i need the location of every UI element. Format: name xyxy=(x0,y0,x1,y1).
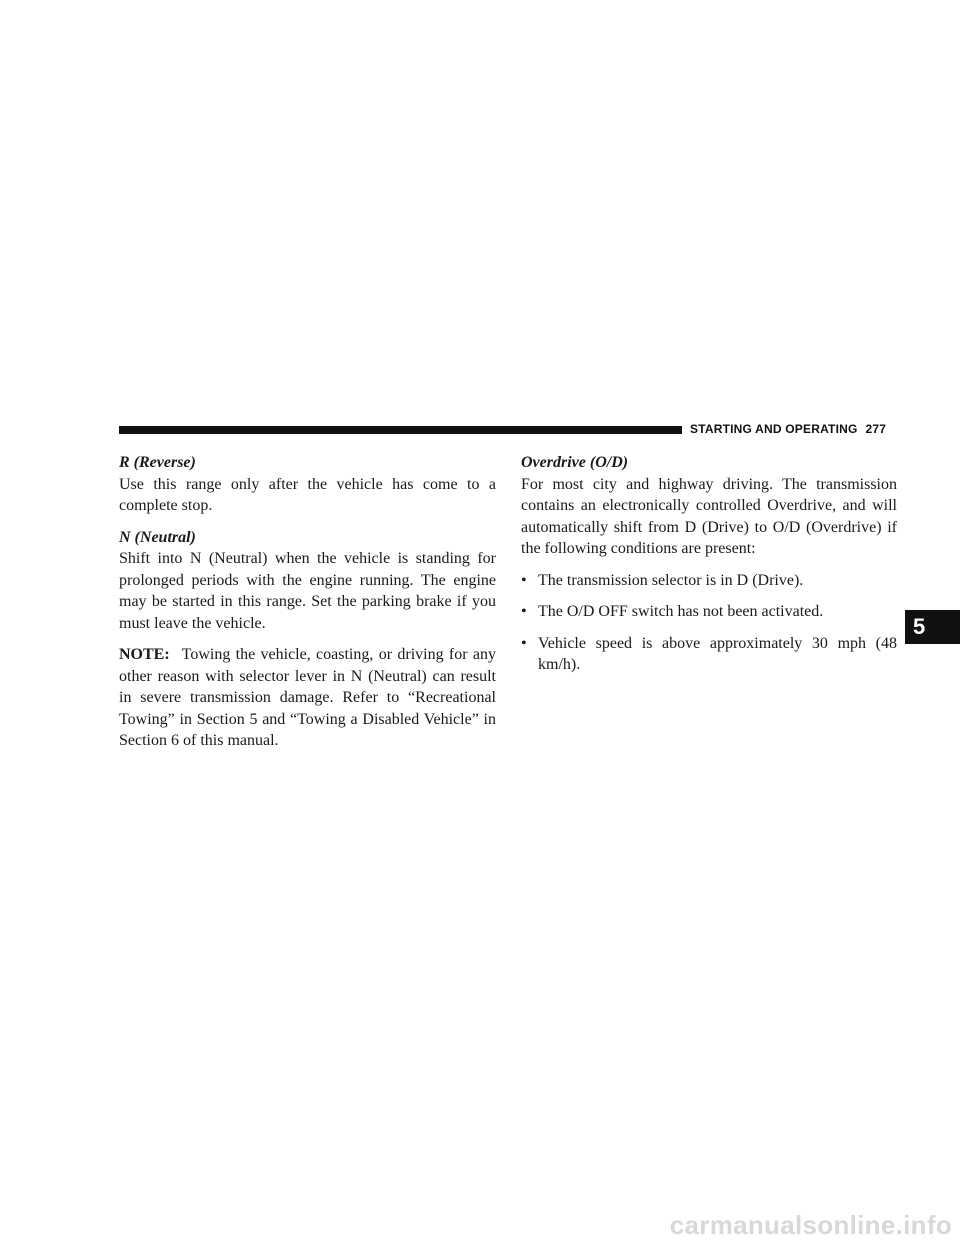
conditions-list xyxy=(521,570,897,676)
neutral-heading: N (Neutral) xyxy=(119,528,196,546)
note-label: NOTE: xyxy=(119,646,170,663)
list-item-text: The O/D OFF switch has not been activated. xyxy=(538,603,824,620)
list-item xyxy=(521,570,897,592)
note-text: Towing the vehicle, coasting, or driving for any other reason with selector lever in N (Neutral) can result in severe transmission damage. Refer to “Recreational Towing” in Section 5 and “Towing a Disabled Vehicle” in Section 6 of this manual. xyxy=(119,646,496,749)
bullet-icon: • xyxy=(521,603,527,620)
section-tab: 5 xyxy=(905,610,960,644)
reverse-paragraph: Use this range only after the vehicle has come to a complete stop. xyxy=(119,475,496,514)
header-rule xyxy=(119,426,682,434)
list-item-text: Vehicle speed is above approximately 30 mph (48 km/h). xyxy=(538,634,897,673)
note-paragraph xyxy=(119,644,496,752)
list-item xyxy=(521,601,897,623)
running-header xyxy=(690,422,886,436)
list-item xyxy=(521,633,897,676)
overdrive-heading: Overdrive (O/D) xyxy=(521,454,629,471)
bullet-icon: • xyxy=(521,634,527,652)
left-column xyxy=(119,452,496,752)
section-title: STARTING AND OPERATING xyxy=(690,422,858,436)
overdrive-paragraph: For most city and highway driving. The transmission contains an electronically controlled Overdrive, and will automatically shift from D (Drive) to O/D (Overdrive) if the following conditions are present: xyxy=(521,475,897,557)
watermark: carmanualsonline.info xyxy=(669,1210,952,1240)
bullet-icon: • xyxy=(521,571,527,589)
reverse-heading: R (Reverse) xyxy=(119,454,196,471)
list-item-text: The transmission selector is in D (Drive). xyxy=(538,571,804,589)
right-column xyxy=(521,452,897,676)
page-number: 277 xyxy=(865,422,887,436)
neutral-paragraph: Shift into N (Neutral) when the vehicle is standing for prolonged periods with the engine running. The engine may be started in this range. Set the parking brake if you must leave the vehicle. xyxy=(119,550,496,632)
